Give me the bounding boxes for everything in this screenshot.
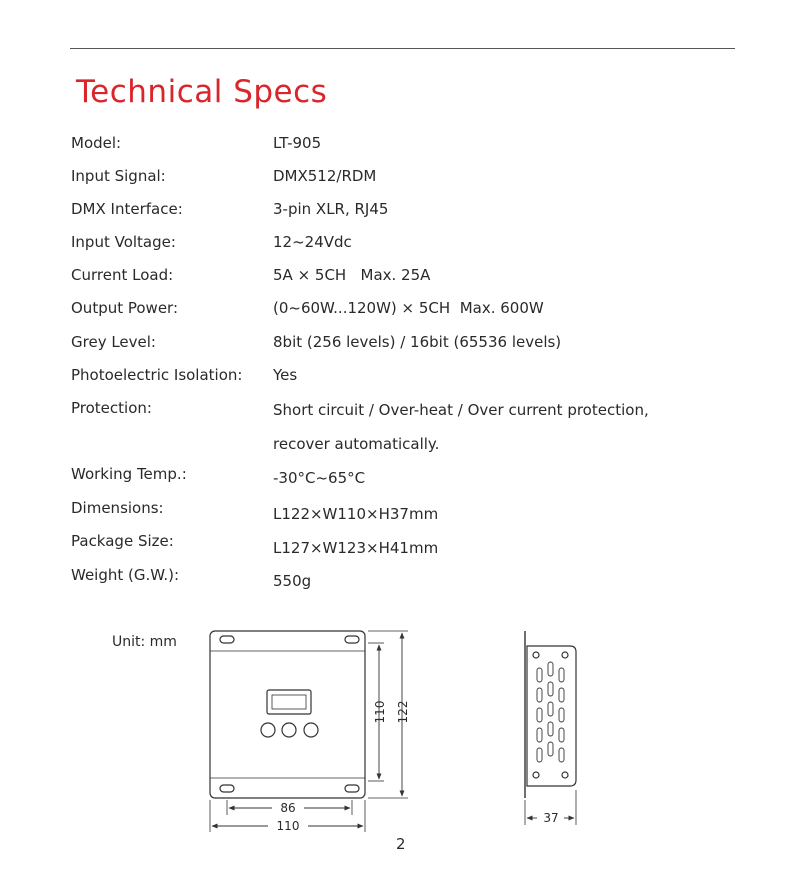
spec-label-dmx-interface: DMX Interface: (71, 200, 183, 218)
spec-value-protection-line2: recover automatically. (273, 435, 440, 453)
dim-86-label: 86 (280, 801, 296, 815)
spec-value-dmx-interface: 3-pin XLR, RJ45 (273, 200, 389, 218)
spec-value-current-load: 5A × 5CH Max. 25A (273, 266, 431, 284)
lcd-display (267, 690, 311, 714)
spec-label-input-voltage: Input Voltage: (71, 233, 176, 251)
unit-label: Unit: mm (112, 634, 177, 650)
spec-label-current-load: Current Load: (71, 266, 174, 284)
button-left-icon (261, 723, 275, 737)
side-hole-bottom-left (533, 772, 539, 778)
dim-37-label: 37 (543, 811, 559, 825)
vent-slots (537, 662, 564, 762)
spec-label-working-temp: Working Temp.: (71, 465, 187, 483)
button-middle-icon (282, 723, 296, 737)
mount-slot-top-left (220, 636, 234, 643)
spec-label-protection: Protection: (71, 399, 152, 417)
spec-value-input-signal: DMX512/RDM (273, 167, 377, 185)
spec-value-grey-level: 8bit (256 levels) / 16bit (65536 levels) (273, 333, 562, 351)
spec-value-output-power: (0~60W...120W) × 5CH Max. 600W (273, 299, 544, 317)
side-hole-bottom-right (562, 772, 568, 778)
spec-value-input-voltage: 12~24Vdc (273, 233, 352, 251)
spec-value-protection: Short circuit / Over-heat / Over current protection, (273, 401, 649, 419)
spec-value-package-size: L127×W123×H41mm (273, 539, 439, 557)
page-title: Technical Specs (76, 74, 328, 110)
spec-value-model: LT-905 (273, 134, 322, 152)
spec-label-dimensions: Dimensions: (71, 499, 164, 517)
side-hole-top-right (562, 652, 568, 658)
page-number: 2 (396, 835, 406, 853)
dim-110-vertical-label: 110 (373, 700, 387, 724)
spec-label-package-size: Package Size: (71, 532, 174, 550)
spec-value-dimensions: L122×W110×H37mm (273, 505, 439, 523)
dim-110-horizontal-label: 110 (276, 819, 300, 833)
spec-value-weight: 550g (273, 572, 312, 590)
spec-label-weight: Weight (G.W.): (71, 566, 180, 584)
spec-label-grey-level: Grey Level: (71, 333, 156, 351)
side-hole-top-left (533, 652, 539, 658)
spec-label-output-power: Output Power: (71, 299, 179, 317)
mount-slot-bottom-left (220, 785, 234, 792)
spec-value-photoelectric-isolation: Yes (273, 366, 298, 384)
spec-value-working-temp: -30°C~65°C (273, 469, 366, 487)
spec-label-photoelectric-isolation: Photoelectric Isolation: (71, 366, 243, 384)
spec-label-model: Model: (71, 134, 122, 152)
button-right-icon (304, 723, 318, 737)
mount-slot-bottom-right (345, 785, 359, 792)
spec-label-input-signal: Input Signal: (71, 167, 166, 185)
dim-122-vertical-label: 122 (396, 700, 410, 724)
mount-slot-top-right (345, 636, 359, 643)
